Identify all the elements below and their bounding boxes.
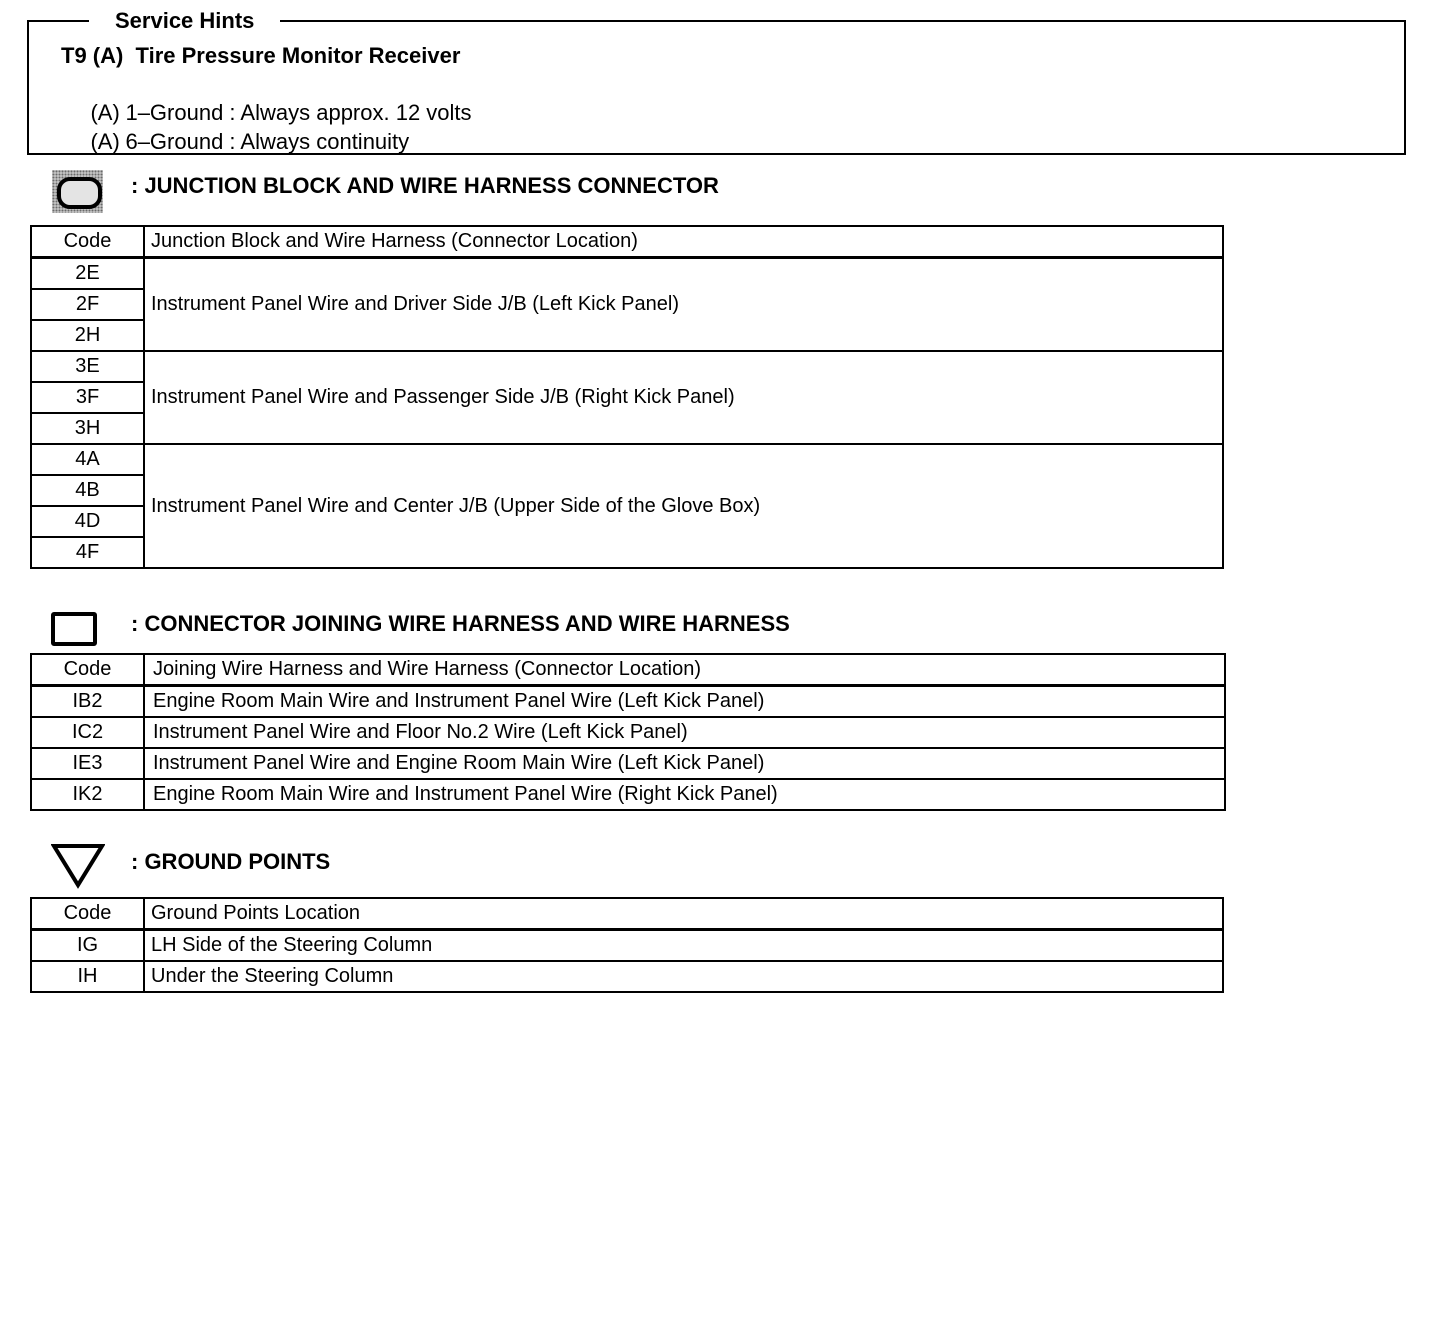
code-cell: 4D (31, 506, 144, 537)
connector-symbol-icon (51, 612, 97, 646)
hint-text: 1–Ground : Always approx. 12 volts (125, 100, 472, 125)
code-cell: 2F (31, 289, 144, 320)
service-hints-title: T9 (A) Tire Pressure Monitor Receiver (61, 43, 461, 68)
table-row (31, 686, 1225, 718)
ground-points-heading: : GROUND POINTS (131, 849, 331, 874)
table-row (31, 930, 1223, 962)
code-cell: 4B (31, 475, 144, 506)
column-header-code: Code (31, 898, 144, 930)
connector-joining-heading: : CONNECTOR JOINING WIRE HARNESS AND WIRE HARNESS (131, 611, 790, 636)
code-cell: IB2 (31, 686, 144, 718)
location-cell: Instrument Panel Wire and Driver Side J/B (Left Kick Panel) (144, 258, 1223, 352)
code-cell: 4F (31, 537, 144, 568)
location-cell: Under the Steering Column (144, 961, 1223, 992)
table-row (31, 961, 1223, 992)
code-cell: 2E (31, 258, 144, 290)
location-cell: Engine Room Main Wire and Instrument Panel Wire (Left Kick Panel) (144, 686, 1225, 718)
table-row (31, 779, 1225, 810)
location-cell: Instrument Panel Wire and Engine Room Main Wire (Left Kick Panel) (144, 748, 1225, 779)
table-row (31, 258, 1223, 290)
code-cell: 3F (31, 382, 144, 413)
location-cell: Instrument Panel Wire and Passenger Side J/B (Right Kick Panel) (144, 351, 1223, 444)
ground-points-table (30, 897, 1224, 993)
code-cell: 3H (31, 413, 144, 444)
connector-joining-table (30, 653, 1226, 811)
column-header-location: Ground Points Location (144, 898, 1223, 930)
code-cell: IH (31, 961, 144, 992)
column-header-location: Joining Wire Harness and Wire Harness (Connector Location) (144, 654, 1225, 686)
column-header-code: Code (31, 226, 144, 258)
code-cell: 3E (31, 351, 144, 382)
code-cell: 2H (31, 320, 144, 351)
table-row (31, 748, 1225, 779)
location-cell: Instrument Panel Wire and Floor No.2 Wire (Left Kick Panel) (144, 717, 1225, 748)
service-hint-line (66, 103, 409, 181)
table-header-row (31, 898, 1223, 930)
code-cell: IG (31, 930, 144, 962)
code-cell: IC2 (31, 717, 144, 748)
service-hints-box (27, 8, 1406, 155)
table-row (31, 717, 1225, 748)
ground-triangle-icon (51, 843, 105, 889)
table-header-row (31, 654, 1225, 686)
column-header-location: Junction Block and Wire Harness (Connector Location) (144, 226, 1223, 258)
location-cell: Instrument Panel Wire and Center J/B (Upper Side of the Glove Box) (144, 444, 1223, 568)
junction-block-heading: : JUNCTION BLOCK AND WIRE HARNESS CONNECTOR (131, 173, 719, 198)
hint-text: 6–Ground : Always continuity (125, 129, 410, 154)
junction-block-table (30, 225, 1224, 569)
table-header-row (31, 226, 1223, 258)
hint-pin: (A) (90, 129, 120, 154)
code-cell: IK2 (31, 779, 144, 810)
table-row (31, 351, 1223, 382)
code-cell: 4A (31, 444, 144, 475)
table-row (31, 444, 1223, 475)
location-cell: LH Side of the Steering Column (144, 930, 1223, 962)
service-hints-legend: Service Hints (89, 8, 280, 34)
column-header-code: Code (31, 654, 144, 686)
hint-pin: (A) (90, 100, 120, 125)
location-cell: Engine Room Main Wire and Instrument Panel Wire (Right Kick Panel) (144, 779, 1225, 810)
junction-block-symbol-icon (52, 170, 103, 213)
code-cell: IE3 (31, 748, 144, 779)
